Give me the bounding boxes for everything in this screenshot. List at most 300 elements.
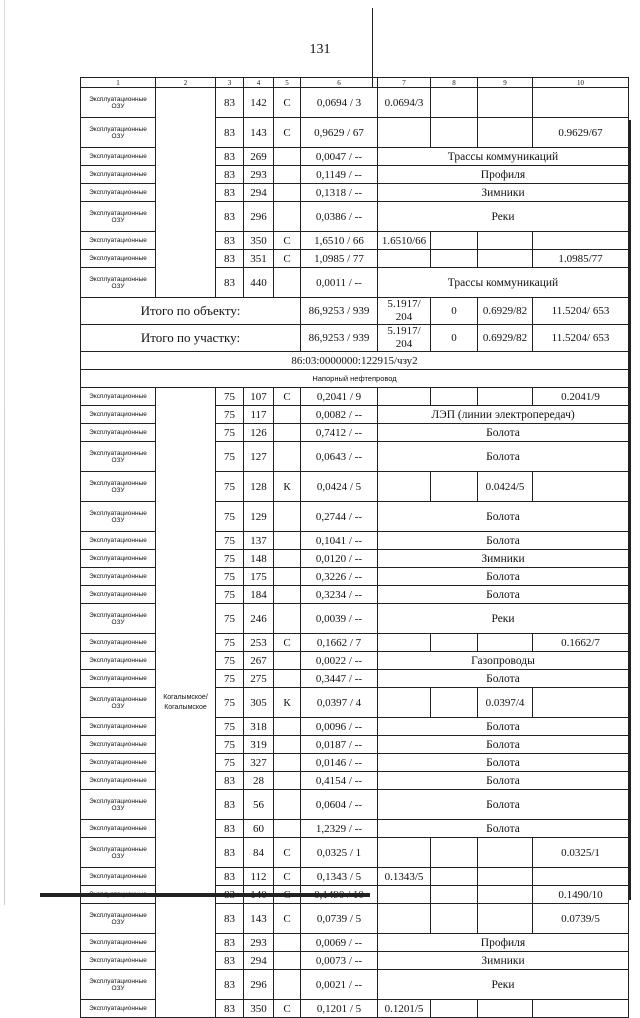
quarter-cell: 75 [216,532,244,550]
land-category-cell: Эксплуатационные ОЗУ [81,688,156,718]
land-type-cell: Зимники [378,184,629,202]
col9-cell [478,1000,533,1018]
category-code-cell: С [274,1000,301,1018]
quarter-cell: 75 [216,442,244,472]
quarter-cell: 83 [216,838,244,868]
col10-cell: 0.0325/1 [533,838,629,868]
col10-cell: 1.0985/77 [533,250,629,268]
area-cell: 1,2329 / -- [301,820,378,838]
category-code-cell: С [274,250,301,268]
land-category-cell: Эксплуатационные [81,754,156,772]
land-category-cell: Эксплуатационные ОЗУ [81,604,156,634]
category-code-cell [274,970,301,1000]
col8-cell [431,634,478,652]
land-category-cell: Эксплуатационные ОЗУ [81,442,156,472]
area-cell: 0,1343 / 5 [301,868,378,886]
land-category-cell: Эксплуатационные [81,250,156,268]
total-object-label: Итого по объекту: [81,298,301,325]
plot-number-cell: 296 [244,970,274,1000]
plot-number-cell: 305 [244,688,274,718]
land-type-cell: Болота [378,718,629,736]
plot-number-cell: 351 [244,250,274,268]
area-cell: 0,0604 / -- [301,790,378,820]
plot-number-cell: 107 [244,388,274,406]
col9-cell [478,250,533,268]
col8-cell [431,250,478,268]
subsection-title: Напорный нефтепровод [81,370,629,388]
category-code-cell [274,772,301,790]
quarter-cell: 83 [216,904,244,934]
land-type-cell: Болота [378,820,629,838]
col8-cell [431,904,478,934]
land-category-cell: Эксплуатационные ОЗУ [81,118,156,148]
category-code-cell: С [274,232,301,250]
scan-edge-right [628,120,631,900]
total-object-col9: 0.6929/82 [478,298,533,325]
land-type-cell: Болота [378,502,629,532]
land-category-cell: Эксплуатационные [81,184,156,202]
quarter-cell: 75 [216,406,244,424]
land-category-cell: Эксплуатационные [81,670,156,688]
land-category-cell: Эксплуатационные [81,550,156,568]
land-category-cell: Эксплуатационные [81,736,156,754]
area-cell: 0,0739 / 5 [301,904,378,934]
land-type-cell: Болота [378,586,629,604]
quarter-cell: 75 [216,472,244,502]
category-code-cell: С [274,838,301,868]
category-code-cell [274,952,301,970]
land-type-cell: Болота [378,790,629,820]
land-category-cell: Эксплуатационные [81,424,156,442]
category-code-cell [274,586,301,604]
land-type-cell: Реки [378,970,629,1000]
category-code-cell: С [274,388,301,406]
area-cell: 0,0694 / 3 [301,88,378,118]
col7-cell [378,886,431,904]
land-category-cell: Эксплуатационные [81,148,156,166]
col9-cell [478,868,533,886]
area-cell: 1,0985 / 77 [301,250,378,268]
plot-number-cell: 269 [244,148,274,166]
location-cell [156,88,216,298]
col7-cell [378,388,431,406]
land-category-cell: Эксплуатационные ОЗУ [81,502,156,532]
category-code-cell: К [274,688,301,718]
land-category-cell: Эксплуатационные ОЗУ [81,970,156,1000]
total-section-col9: 0.6929/82 [478,325,533,352]
area-cell: 0,0082 / -- [301,406,378,424]
col8-cell [431,1000,478,1018]
land-type-cell: Болота [378,424,629,442]
land-type-cell: Болота [378,736,629,754]
land-category-cell: Эксплуатационные [81,634,156,652]
plot-number-cell: 142 [244,88,274,118]
plot-number-cell: 56 [244,790,274,820]
plot-number-cell: 319 [244,736,274,754]
cadastral-row [81,352,629,370]
quarter-cell: 83 [216,820,244,838]
table-row [81,388,629,406]
area-cell: 0,3447 / -- [301,670,378,688]
plot-number-cell: 60 [244,820,274,838]
land-category-cell: Эксплуатационные ОЗУ [81,904,156,934]
quarter-cell: 75 [216,670,244,688]
land-category-cell: Эксплуатационные ОЗУ [81,790,156,820]
plot-number-cell: 117 [244,406,274,424]
col10-cell [533,868,629,886]
land-category-cell: Эксплуатационные [81,868,156,886]
col7-cell [378,688,431,718]
total-object-col8: 0 [431,298,478,325]
area-cell: 0,0187 / -- [301,736,378,754]
area-cell: 0,0047 / -- [301,148,378,166]
column-header-7: 7 [378,78,431,88]
total-section-col7: 5.1917/ 204 [378,325,431,352]
area-cell: 0,2041 / 9 [301,388,378,406]
quarter-cell: 75 [216,568,244,586]
category-code-cell [274,268,301,298]
scan-bar-bottom [40,893,370,897]
land-category-cell: Эксплуатационные [81,166,156,184]
col8-cell [431,472,478,502]
plot-number-cell: 327 [244,754,274,772]
area-cell: 0,0011 / -- [301,268,378,298]
category-code-cell: С [274,904,301,934]
area-cell: 0,0424 / 5 [301,472,378,502]
category-code-cell [274,532,301,550]
land-category-cell: Эксплуатационные [81,388,156,406]
land-type-cell: Болота [378,532,629,550]
quarter-cell: 75 [216,736,244,754]
plot-number-cell: 294 [244,952,274,970]
column-header-3: 3 [216,78,244,88]
quarter-cell: 75 [216,424,244,442]
area-cell: 0,3234 / -- [301,586,378,604]
column-header-1: 1 [81,78,156,88]
quarter-cell: 75 [216,652,244,670]
total-object-area: 86,9253 / 939 [301,298,378,325]
category-code-cell: С [274,868,301,886]
area-cell: 0,3226 / -- [301,568,378,586]
category-code-cell: С [274,88,301,118]
category-code-cell [274,406,301,424]
land-type-cell: ЛЭП (линии электропередач) [378,406,629,424]
land-type-cell: Газопроводы [378,652,629,670]
quarter-cell: 83 [216,934,244,952]
quarter-cell: 83 [216,250,244,268]
col9-cell: 0.0424/5 [478,472,533,502]
col10-cell: 0.1662/7 [533,634,629,652]
plot-number-cell: 126 [244,424,274,442]
header-row [81,78,629,88]
area-cell: 0,1662 / 7 [301,634,378,652]
quarter-cell: 83 [216,790,244,820]
land-type-cell: Болота [378,442,629,472]
quarter-cell: 83 [216,202,244,232]
quarter-cell: 75 [216,718,244,736]
quarter-cell: 83 [216,970,244,1000]
land-category-cell: Эксплуатационные [81,772,156,790]
plot-number-cell: 128 [244,472,274,502]
col7-cell: 1.6510/66 [378,232,431,250]
plot-number-cell: 318 [244,718,274,736]
area-cell: 0,0069 / -- [301,934,378,952]
plot-number-cell: 148 [244,550,274,568]
land-type-cell: Болота [378,754,629,772]
category-code-cell [274,934,301,952]
area-cell: 0,7412 / -- [301,424,378,442]
land-type-cell: Профиля [378,934,629,952]
land-type-cell: Реки [378,202,629,232]
plot-number-cell: 440 [244,268,274,298]
land-category-cell: Эксплуатационные [81,820,156,838]
plot-number-cell: 275 [244,670,274,688]
land-category-cell: Эксплуатационные [81,652,156,670]
quarter-cell: 75 [216,688,244,718]
area-cell: 0,2744 / -- [301,502,378,532]
col7-cell [378,838,431,868]
land-category-cell: Эксплуатационные [81,586,156,604]
category-code-cell [274,652,301,670]
total-section-col8: 0 [431,325,478,352]
quarter-cell: 83 [216,88,244,118]
area-cell: 0,0325 / 1 [301,838,378,868]
category-code-cell [274,184,301,202]
total-section-label: Итого по участку: [81,325,301,352]
col10-cell [533,88,629,118]
land-category-cell: Эксплуатационные ОЗУ [81,88,156,118]
quarter-cell: 75 [216,604,244,634]
col9-cell [478,88,533,118]
land-category-cell: Эксплуатационные [81,232,156,250]
area-cell: 0,1149 / -- [301,166,378,184]
table-row [81,88,629,118]
area-cell: 0,0039 / -- [301,604,378,634]
col8-cell [431,886,478,904]
total-object [81,298,629,325]
total-object-col7: 5.1917/ 204 [378,298,431,325]
plot-number-cell: 143 [244,904,274,934]
land-category-cell: Эксплуатационные [81,532,156,550]
col10-cell [533,472,629,502]
plot-number-cell: 175 [244,568,274,586]
land-category-cell: Эксплуатационные [81,1000,156,1018]
quarter-cell: 83 [216,952,244,970]
area-cell: 0,0397 / 4 [301,688,378,718]
column-header-2: 2 [156,78,216,88]
quarter-cell: 75 [216,502,244,532]
plot-number-cell: 127 [244,442,274,472]
col10-cell: 0.1490/10 [533,886,629,904]
area-cell: 0,0146 / -- [301,754,378,772]
land-type-cell: Болота [378,772,629,790]
plot-number-cell: 184 [244,586,274,604]
page-number: 131 [309,42,331,57]
plot-number-cell: 296 [244,202,274,232]
quarter-cell: 75 [216,550,244,568]
category-code-cell [274,166,301,184]
col7-cell: 0.0694/3 [378,88,431,118]
plot-number-cell: 350 [244,232,274,250]
total-section-col10: 11.5204/ 653 [533,325,629,352]
quarter-cell: 83 [216,772,244,790]
land-type-cell: Трассы коммуникаций [378,268,629,298]
quarter-cell: 75 [216,754,244,772]
area-cell: 0,0643 / -- [301,442,378,472]
land-category-cell: Эксплуатационные [81,406,156,424]
column-header-10: 10 [533,78,629,88]
col9-cell [478,118,533,148]
area-cell: 0,4154 / -- [301,772,378,790]
plot-number-cell: 293 [244,166,274,184]
location-merged-cell: Когалымское/ Когалымское [156,388,216,1018]
area-cell: 0,1318 / -- [301,184,378,202]
land-type-cell: Болота [378,568,629,586]
category-code-cell [274,148,301,166]
category-code-cell [274,670,301,688]
scan-edge-left [4,0,5,905]
cadastral-number: 86:03:0000000:122915/чзу2 [81,352,629,370]
land-category-cell: Эксплуатационные [81,718,156,736]
col10-cell: 0.2041/9 [533,388,629,406]
land-type-cell: Трассы коммуникаций [378,148,629,166]
col10-cell: 0.9629/67 [533,118,629,148]
quarter-cell: 83 [216,184,244,202]
area-cell: 0,1041 / -- [301,532,378,550]
col9-cell [478,886,533,904]
area-cell: 0,0022 / -- [301,652,378,670]
plot-number-cell: 112 [244,868,274,886]
area-cell: 0,0120 / -- [301,550,378,568]
col9-cell [478,904,533,934]
land-category-cell: Эксплуатационные [81,568,156,586]
column-header-9: 9 [478,78,533,88]
plot-number-cell: 350 [244,1000,274,1018]
col7-cell: 0.1343/5 [378,868,431,886]
area-cell: 0,0021 / -- [301,970,378,1000]
col7-cell [378,634,431,652]
quarter-cell: 75 [216,586,244,604]
land-type-cell: Зимники [378,952,629,970]
col10-cell [533,688,629,718]
total-section-area: 86,9253 / 939 [301,325,378,352]
col9-cell [478,232,533,250]
category-code-cell: К [274,472,301,502]
land-category-cell: Эксплуатационные ОЗУ [81,472,156,502]
quarter-cell: 83 [216,268,244,298]
plot-number-cell: 137 [244,532,274,550]
column-header-5: 5 [274,78,301,88]
plot-number-cell: 293 [244,934,274,952]
column-header-6: 6 [301,78,378,88]
quarter-cell: 83 [216,1000,244,1018]
category-code-cell [274,754,301,772]
total-section [81,325,629,352]
category-code-cell: С [274,118,301,148]
plot-number-cell: 253 [244,634,274,652]
land-category-cell: Эксплуатационные ОЗУ [81,202,156,232]
col9-cell [478,838,533,868]
col8-cell [431,88,478,118]
column-header-4: 4 [244,78,274,88]
col9-cell: 0.0397/4 [478,688,533,718]
col8-cell [431,118,478,148]
category-code-cell [274,820,301,838]
land-plot-table [80,77,629,1018]
col8-cell [431,688,478,718]
land-type-cell: Профиля [378,166,629,184]
plot-number-cell: 129 [244,502,274,532]
col7-cell [378,250,431,268]
area-cell: 0,1201 / 5 [301,1000,378,1018]
area-cell: 0,9629 / 67 [301,118,378,148]
category-code-cell [274,736,301,754]
land-category-cell: Эксплуатационные [81,952,156,970]
col8-cell [431,838,478,868]
col7-cell [378,904,431,934]
quarter-cell: 75 [216,388,244,406]
land-type-cell: Реки [378,604,629,634]
category-code-cell [274,568,301,586]
category-code-cell [274,550,301,568]
area-cell: 0,0096 / -- [301,718,378,736]
col10-cell [533,232,629,250]
land-type-cell: Зимники [378,550,629,568]
category-code-cell [274,202,301,232]
plot-number-cell: 28 [244,772,274,790]
quarter-cell: 75 [216,634,244,652]
plot-number-cell: 267 [244,652,274,670]
plot-number-cell: 84 [244,838,274,868]
col9-cell [478,634,533,652]
col10-cell: 0.0739/5 [533,904,629,934]
plot-number-cell: 294 [244,184,274,202]
category-code-cell: С [274,634,301,652]
col8-cell [431,868,478,886]
land-category-cell: Эксплуатационные [81,934,156,952]
col8-cell [431,388,478,406]
area-cell: 0,0386 / -- [301,202,378,232]
category-code-cell [274,502,301,532]
subsection-row [81,370,629,388]
quarter-cell: 83 [216,118,244,148]
category-code-cell [274,424,301,442]
col10-cell [533,1000,629,1018]
col7-cell [378,472,431,502]
quarter-cell: 83 [216,232,244,250]
category-code-cell [274,790,301,820]
col7-cell: 0.1201/5 [378,1000,431,1018]
category-code-cell [274,718,301,736]
category-code-cell [274,442,301,472]
col9-cell [478,388,533,406]
land-type-cell: Болота [378,670,629,688]
column-header-8: 8 [431,78,478,88]
area-cell: 1,6510 / 66 [301,232,378,250]
col7-cell [378,118,431,148]
quarter-cell: 83 [216,166,244,184]
plot-number-cell: 143 [244,118,274,148]
total-object-col10: 11.5204/ 653 [533,298,629,325]
category-code-cell [274,604,301,634]
land-category-cell: Эксплуатационные ОЗУ [81,838,156,868]
land-category-cell: Эксплуатационные ОЗУ [81,268,156,298]
quarter-cell: 83 [216,148,244,166]
quarter-cell: 83 [216,868,244,886]
area-cell: 0,0073 / -- [301,952,378,970]
plot-number-cell: 246 [244,604,274,634]
col8-cell [431,232,478,250]
